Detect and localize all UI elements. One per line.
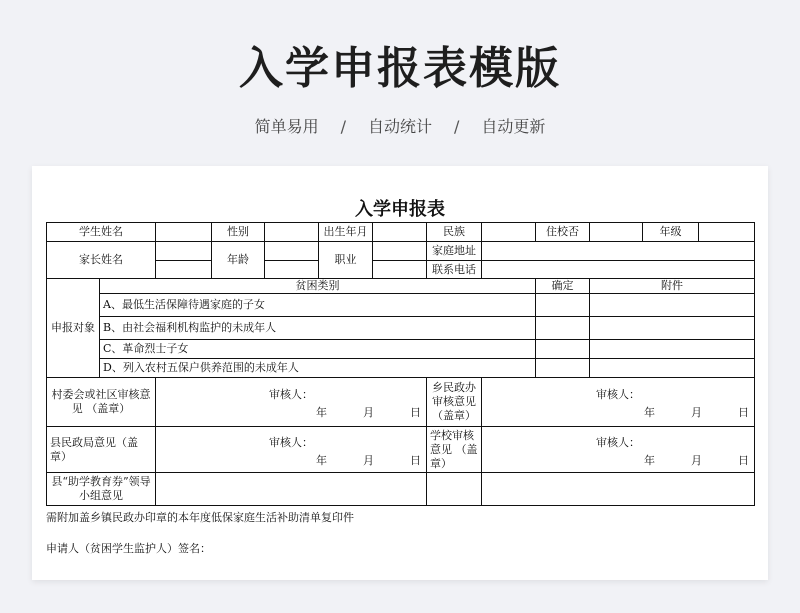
reviewer-label: 审核人： <box>269 388 313 401</box>
table-row <box>47 378 755 427</box>
occupation-cell[interactable] <box>373 242 427 261</box>
school-opinion-cell[interactable] <box>482 427 755 473</box>
empty-cell[interactable] <box>482 473 755 506</box>
tagline-separator: / <box>340 117 346 136</box>
table-row <box>47 359 755 378</box>
category-option: A、最低生活保障待遇家庭的子女 <box>100 294 536 317</box>
township-opinion-cell[interactable] <box>482 378 755 427</box>
table-row <box>47 317 755 340</box>
ethnicity-label: 民族 <box>427 223 482 242</box>
tagline-item: 自动更新 <box>481 117 546 136</box>
home-address-label: 家庭地址 <box>427 242 482 261</box>
day-label: 日 <box>738 453 749 467</box>
date-line <box>159 450 423 468</box>
category-header: 贫困类别 <box>100 279 536 294</box>
county-civil-opinion-cell[interactable] <box>156 427 427 473</box>
aid-group-opinion-label: 县“助学教育券”领导小组意见 <box>47 473 156 506</box>
parent-name-cell[interactable] <box>156 242 212 261</box>
category-option: D、列入农村五保户供养范围的未成年人 <box>100 359 536 378</box>
table-row <box>47 294 755 317</box>
grade-cell[interactable] <box>699 223 755 242</box>
table-row <box>47 340 755 359</box>
application-form-table <box>46 222 755 506</box>
reviewer-label: 审核人： <box>596 435 640 449</box>
year-label: 年 <box>316 406 327 419</box>
month-label: 月 <box>363 406 374 419</box>
day-label: 日 <box>410 453 421 467</box>
gender-cell[interactable] <box>265 223 319 242</box>
year-label: 年 <box>644 453 655 467</box>
school-opinion-label: 学校审核意见 （盖章） <box>427 427 482 473</box>
parent-name-label: 家长姓名 <box>47 242 156 279</box>
table-row <box>47 223 755 242</box>
aid-group-opinion-cell[interactable] <box>156 473 427 506</box>
village-opinion-cell[interactable] <box>156 378 427 427</box>
phone-label: 联系电话 <box>427 261 482 279</box>
attachment-cell[interactable] <box>590 294 755 317</box>
home-address-cell[interactable] <box>482 242 755 261</box>
reviewer-label: 审核人： <box>596 388 640 401</box>
county-civil-opinion-label: 县民政局意见（盖章） <box>47 427 156 473</box>
reviewer-label: 审核人： <box>269 435 313 449</box>
village-opinion-label: 村委会或社区审核意见 （盖章） <box>47 378 156 427</box>
form-sheet <box>32 166 768 580</box>
category-option: B、由社会福利机构监护的未成年人 <box>100 317 536 340</box>
day-label: 日 <box>410 406 421 419</box>
attachment-note: 需附加盖乡镇民政办印章的本年度低保家庭生活补助清单复印件 <box>46 511 354 524</box>
form-title: 入学申报表 <box>355 199 445 220</box>
student-name-label: 学生姓名 <box>47 223 156 242</box>
day-label: 日 <box>738 406 749 419</box>
age-cell[interactable] <box>265 242 319 261</box>
category-option: C、革命烈士子女 <box>100 340 536 359</box>
page-title: 入学申报表模版 <box>239 43 561 94</box>
table-row <box>47 279 755 294</box>
attachment-cell[interactable] <box>590 340 755 359</box>
table-row <box>47 242 755 261</box>
applicant-signature: 申请人（贫困学生监护人）签名： <box>46 542 211 555</box>
year-label: 年 <box>644 406 655 419</box>
birth-label: 出生年月 <box>319 223 373 242</box>
tagline-item: 简单易用 <box>254 117 319 136</box>
ethnicity-cell[interactable] <box>482 223 536 242</box>
empty-cell[interactable] <box>427 473 482 506</box>
boarding-label: 住校否 <box>536 223 590 242</box>
birth-cell[interactable] <box>373 223 427 242</box>
date-line <box>485 450 751 468</box>
attachment-cell[interactable] <box>590 359 755 378</box>
tagline <box>0 114 800 137</box>
month-label: 月 <box>363 453 374 467</box>
tagline-separator: / <box>454 117 460 136</box>
year-label: 年 <box>316 453 327 467</box>
confirm-cell[interactable] <box>536 317 590 340</box>
attachment-cell[interactable] <box>590 317 755 340</box>
table-row <box>47 473 755 506</box>
confirm-cell[interactable] <box>536 359 590 378</box>
date-line <box>485 402 751 420</box>
month-label: 月 <box>691 406 702 419</box>
confirm-cell[interactable] <box>536 340 590 359</box>
parent-name-cell-2[interactable] <box>156 261 212 279</box>
occupation-label: 职业 <box>319 242 373 279</box>
age-cell-2[interactable] <box>265 261 319 279</box>
apply-target-label: 申报对象 <box>47 279 100 378</box>
date-line <box>159 402 423 420</box>
attachment-header: 附件 <box>590 279 755 294</box>
confirm-cell[interactable] <box>536 294 590 317</box>
phone-cell[interactable] <box>482 261 755 279</box>
month-label: 月 <box>691 453 702 467</box>
student-name-cell[interactable] <box>156 223 212 242</box>
tagline-item: 自动统计 <box>367 117 432 136</box>
occupation-cell-2[interactable] <box>373 261 427 279</box>
age-label: 年龄 <box>212 242 265 279</box>
township-opinion-label: 乡民政办审核意见 （盖章） <box>427 378 482 427</box>
grade-label: 年级 <box>643 223 699 242</box>
gender-label: 性别 <box>212 223 265 242</box>
boarding-cell[interactable] <box>590 223 643 242</box>
confirm-header: 确定 <box>536 279 590 294</box>
table-row <box>47 427 755 473</box>
